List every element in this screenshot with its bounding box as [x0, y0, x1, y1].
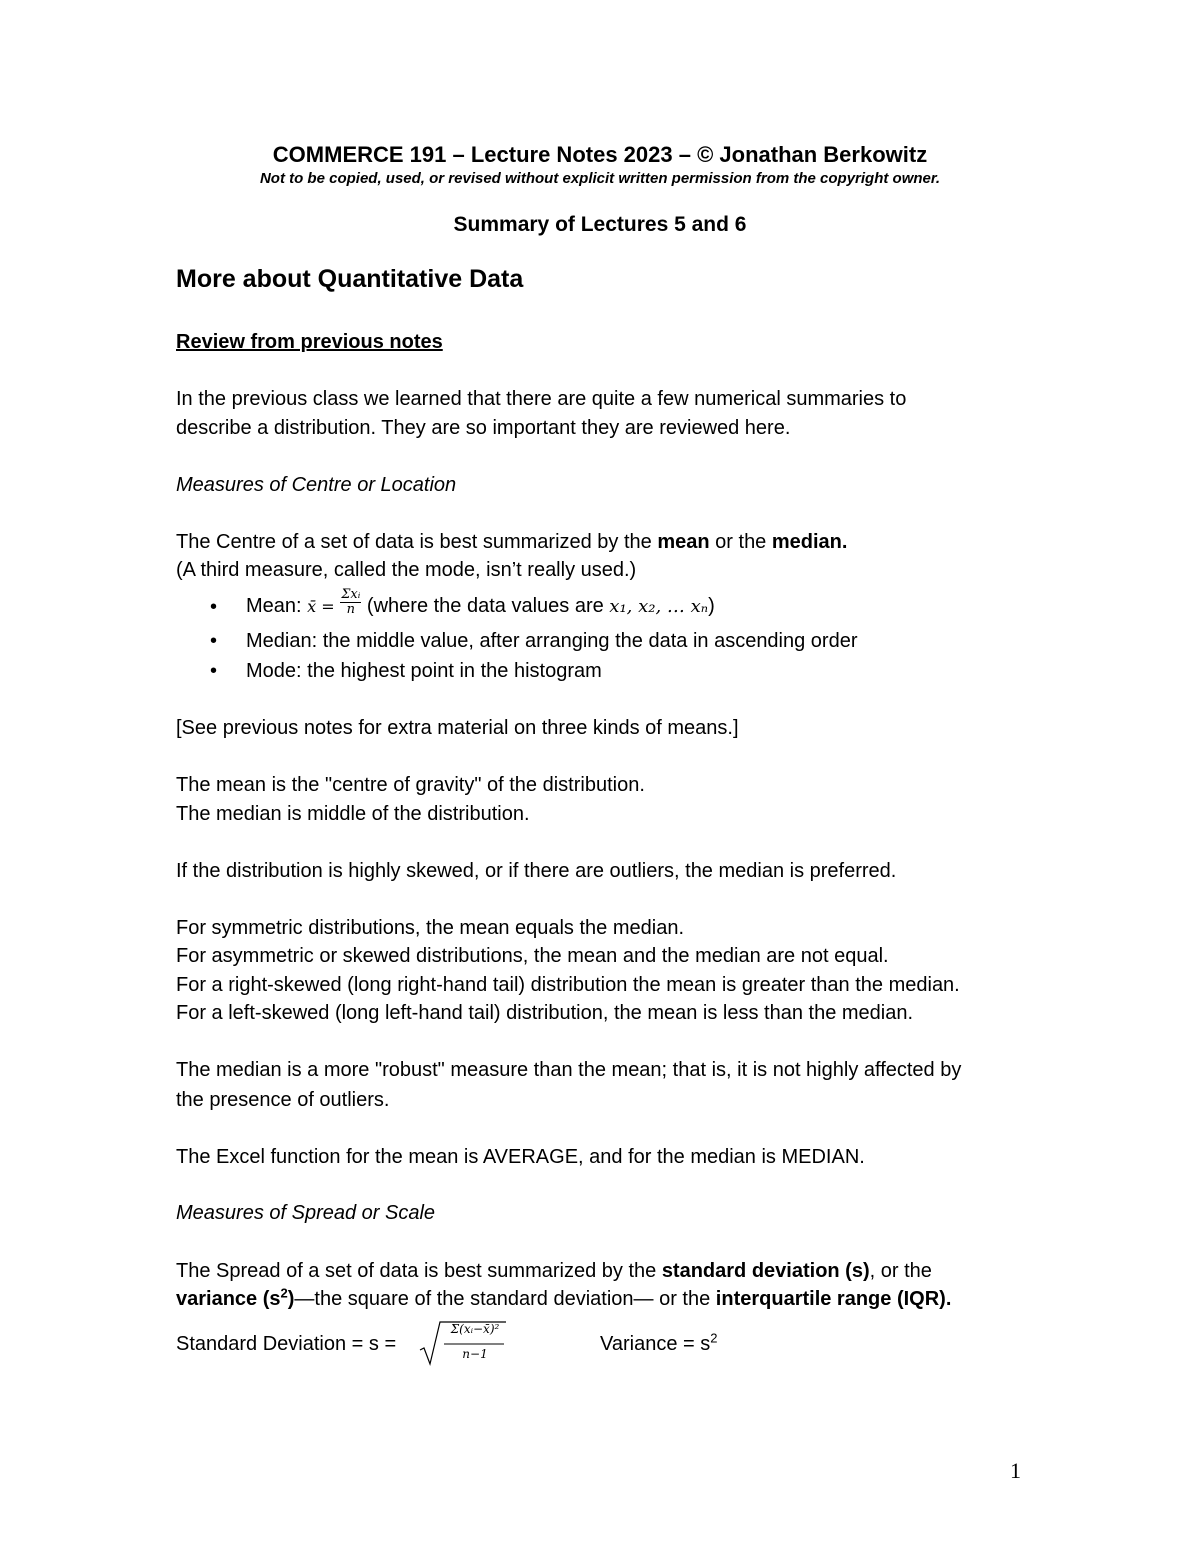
spread-line-1 [176, 1259, 932, 1283]
section-heading: More about Quantitative Data [176, 265, 524, 293]
mean-label: Mean: [246, 595, 308, 617]
variance-text: variance (s [176, 1288, 281, 1310]
bullet-mean [246, 587, 715, 619]
variance-close: ) [287, 1288, 295, 1310]
excel-line: The Excel function for the mean is AVERAGE, and for the median is MEDIAN. [176, 1146, 865, 1168]
page-number: 1 [1010, 1458, 1021, 1483]
mean-numerator: Σxᵢ [341, 587, 361, 603]
spread-line-1-a: The Spread of a set of data is best summarized by the [176, 1260, 662, 1282]
sd-bold: standard deviation (s) [661, 1260, 870, 1282]
centre-line-1-b: or the [709, 531, 772, 553]
bullet-dot-2: • [210, 630, 218, 652]
mean-denominator: n [346, 602, 355, 618]
variance-bold [176, 1285, 295, 1310]
gravity-line-1: The mean is the "centre of gravity" of the distribution. [176, 774, 645, 796]
bullet-mode: Mode: the highest point in the histogram [246, 660, 602, 682]
variance-label-sup: 2 [710, 1330, 718, 1346]
spread-line-2 [176, 1287, 951, 1311]
skewed-line: If the distribution is highly skewed, or if there are outliers, the median is preferred. [176, 860, 897, 882]
iqr-bold: interquartile range (IQR). [715, 1288, 952, 1310]
intro-line-2: describe a distribution. They are so important they are reviewed here. [176, 417, 791, 439]
sym-line-3: For a right-skewed (long right-hand tail) distribution the mean is greater than the median. [176, 974, 960, 996]
summary-title: Summary of Lectures 5 and 6 [453, 213, 747, 236]
mean-formula-lhs: x̄ = [307, 597, 335, 616]
variance-label-text: Variance = s [600, 1333, 711, 1355]
variance-sup: 2 [280, 1285, 288, 1301]
mean-close: ) [708, 595, 715, 617]
median-bold: median. [771, 531, 848, 553]
centre-heading: Measures of Centre or Location [176, 474, 457, 496]
bullet-dot-3: • [210, 660, 218, 682]
spread-line-1-b: , or the [869, 1260, 932, 1282]
sym-line-2: For asymmetric or skewed distributions, the mean and the median are not equal. [176, 945, 889, 967]
robust-line-1: The median is a more "robust" measure than the mean; that is, it is not highly affected by [176, 1059, 962, 1081]
spread-heading: Measures of Spread or Scale [176, 1202, 436, 1224]
review-heading: Review from previous notes [176, 331, 443, 353]
sd-denominator: n−1 [462, 1347, 488, 1361]
mean-vars: x₁, x₂, … xₙ [609, 596, 709, 617]
mean-bold: mean [657, 531, 710, 553]
bullet-median: Median: the middle value, after arranging the data in ascending order [246, 630, 858, 652]
centre-line-2: (A third measure, called the mode, isn’t really used.) [176, 559, 637, 581]
variance-label [600, 1332, 717, 1356]
spread-line-2-mid: —the square of the standard deviation— or the [294, 1288, 716, 1310]
mean-fraction [340, 588, 361, 617]
sd-numerator: Σ(xᵢ−x̄)² [450, 1322, 500, 1336]
robust-line-2: the presence of outliers. [176, 1089, 390, 1111]
sym-line-4: For a left-skewed (long left-hand tail) distribution, the mean is less than the median. [176, 1002, 914, 1024]
header-title: COMMERCE 191 – Lecture Notes 2023 – © Jonathan Berkowitz [272, 142, 928, 167]
bullet-dot-1: • [210, 596, 218, 618]
mean-note: (where the data values are [361, 595, 610, 617]
sym-line-1: For symmetric distributions, the mean equals the median. [176, 917, 684, 939]
see-previous: [See previous notes for extra material on three kinds of means.] [176, 717, 739, 739]
copyright-note: Not to be copied, used, or revised without explicit written permission from the copyright owner. [259, 170, 941, 187]
gravity-line-2: The median is middle of the distribution. [176, 803, 530, 825]
centre-line-1 [176, 530, 847, 554]
intro-line-1: In the previous class we learned that there are quite a few numerical summaries to [176, 388, 907, 410]
sd-label: Standard Deviation = s = [176, 1333, 397, 1355]
centre-line-1-a: The Centre of a set of data is best summarized by the [176, 531, 658, 553]
